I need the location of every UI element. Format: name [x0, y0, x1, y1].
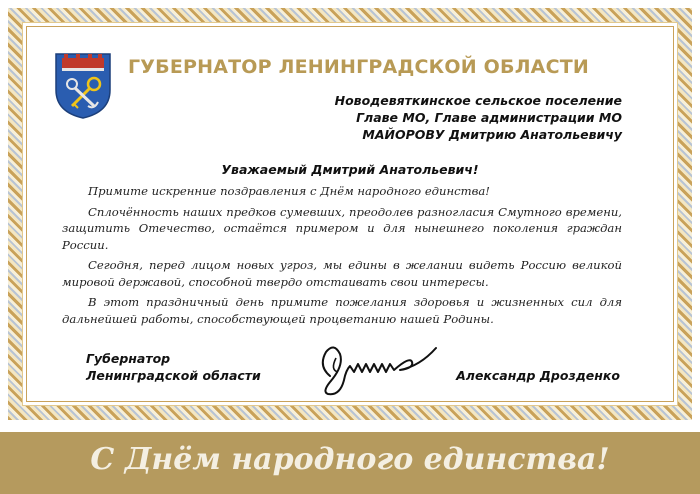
greeting: Уважаемый Дмитрий Анатольевич! [221, 162, 479, 177]
address-line: Главе МО, Главе администрации МО [356, 110, 622, 125]
page-title: ГУБЕРНАТОР ЛЕНИНГРАДСКОЙ ОБЛАСТИ [128, 56, 589, 78]
paragraph: В этот праздничный день примите пожелания здоровья и жизненных сил для дальнейшей работы, способствующей процветанию нашей Родины. [62, 295, 622, 326]
coat-of-arms-icon [54, 50, 112, 120]
banner-text: С Днём народного единства! [90, 442, 610, 477]
signatory-title-line: Ленинградской области [86, 368, 261, 383]
signatory-title-line: Губернатор [86, 351, 171, 366]
address-line: Новодевяткинское сельское поселение [334, 93, 622, 108]
paragraph: Сегодня, перед лицом новых угроз, мы едины в желании видеть Россию великой мировой державой, способной твердо отстаивать свои интересы. [62, 258, 622, 289]
address-line: МАЙОРОВУ Дмитрию Анатольевичу [362, 127, 622, 142]
signatory-name: Александр Дрозденко [456, 368, 620, 383]
letter-body [62, 183, 622, 331]
handwritten-signature [300, 336, 450, 398]
paragraph: Примите искренние поздравления с Днём народного единства! [88, 184, 490, 198]
signatory-title [86, 350, 261, 384]
paragraph: Сплочённость наших предков сумевших, преодолев разногласия Смутного времени, защитить Отечество, остаётся примером и для нынешнего поколения граждан России. [62, 204, 622, 252]
recipient-address [335, 92, 622, 143]
